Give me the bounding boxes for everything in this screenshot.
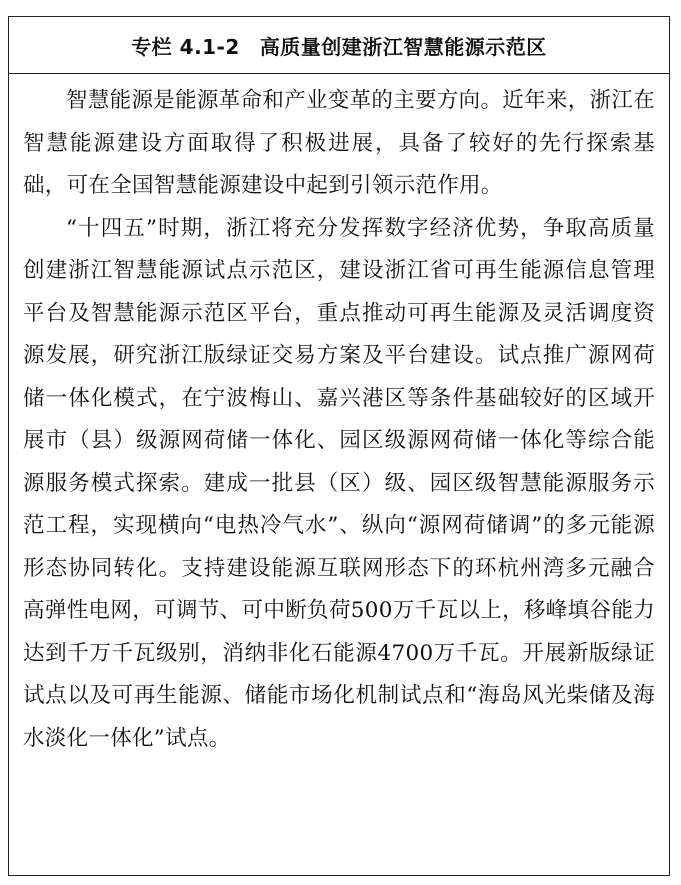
paragraph-intro: 智慧能源是能源革命和产业变革的主要方向。近年来，浙江在智慧能源建设方面取得了积极进展，具备了较好的先行探索基础，可在全国智慧能源建设中起到引领示范作用。 [23,88,655,198]
box-body [9,74,669,760]
box-number: 专栏 4.1-2 [131,34,240,59]
box-title-row [9,17,669,74]
sidebar-box [8,16,670,876]
box-title: 高质量创建浙江智慧能源示范区 [259,34,547,59]
paragraph-plan: “十四五”时期，浙江将充分发挥数字经济优势，争取高质量创建浙江智慧能源试点示范区，建设浙江省可再生能源信息管理平台及智慧能源示范区平台，重点推动可再生能源及灵活调度资源发展，研究浙江版绿证交易方案及平台建设。试点推广源网荷储一体化模式，在宁波梅山、嘉兴港区等条件基础较好的区域开展市（县）级源网荷储一体化、园区级源网荷储一体化等综合能源服务模式探索。建成一批县（区）级、园区级智慧能源服务示范工程，实现横向“电热冷气水”、纵向“源网荷储调”的多元能源形态协同转化。支持建设能源互联网形态下的环杭州湾多元融合高弹性电网，可调节、可中断负荷500万千瓦以上，移峰填谷能力达到千万千瓦级别，消纳非化石能源4700万千瓦。开展新版绿证试点以及可再生能源、储能市场化机制试点和“海岛风光柴储及海水淡化一体化”试点。 [23,215,655,751]
